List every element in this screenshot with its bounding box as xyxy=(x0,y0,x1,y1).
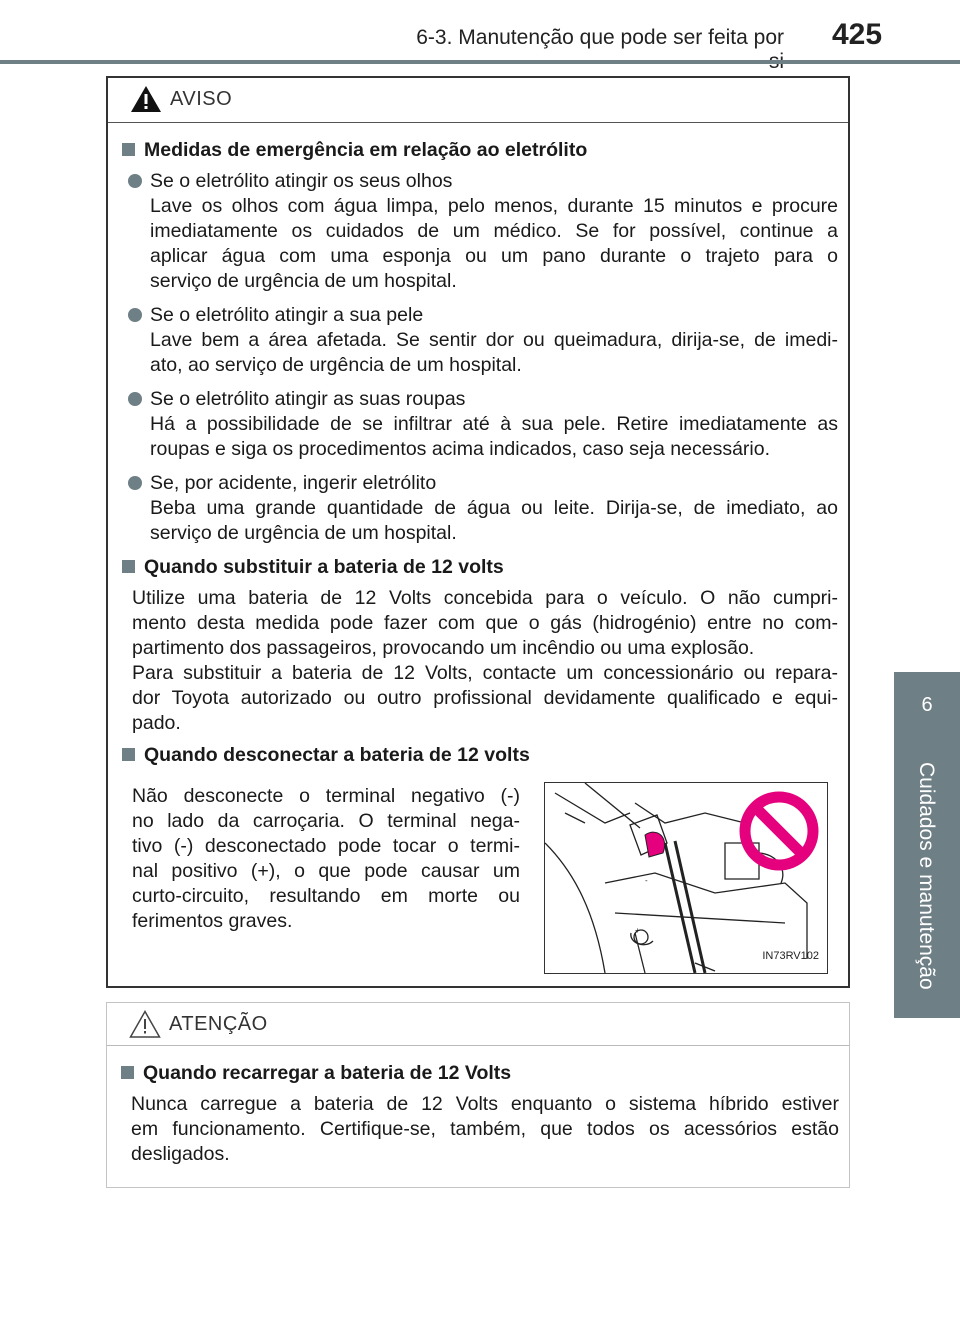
text-line: Há a possibilidade de se infiltrar até à sua pele. Retire imediatamente as xyxy=(150,413,838,435)
square-bullet-icon xyxy=(122,560,135,573)
text-line: ato, ao serviço de urgência de um hospital. xyxy=(150,354,522,376)
warning-box xyxy=(106,76,850,988)
bullet-title: Se o eletrólito atingir os seus olhos xyxy=(150,170,453,192)
recharge-battery-text xyxy=(117,1092,839,1167)
text-line: Beba uma grande quantidade de água ou leite. Dirija-se, de imediato, ao xyxy=(150,497,838,519)
round-bullet-icon xyxy=(128,174,142,188)
warning-triangle-icon xyxy=(130,85,162,113)
warning-label: AVISO xyxy=(170,88,233,110)
chapter-number: 6 xyxy=(921,694,933,716)
disconnect-battery-row xyxy=(118,774,838,974)
text-line: serviço de urgência de um hospital. xyxy=(150,522,457,544)
warning-content xyxy=(118,138,838,974)
warning-header xyxy=(108,78,848,123)
section-title-emergency: Medidas de emergência em relação ao eletrólito xyxy=(118,138,838,163)
chapter-label: Cuidados e manutenção xyxy=(915,762,938,990)
battery-terminal-illustration xyxy=(544,782,828,974)
chapter-tab xyxy=(894,672,960,1018)
text-line: ferimentos graves. xyxy=(132,910,293,932)
section-title-disconnect-battery: Quando desconectar a bateria de 12 volts xyxy=(118,743,838,768)
svg-text:-: - xyxy=(645,876,648,885)
section-title-recharge-battery: Quando recarregar a bateria de 12 Volts xyxy=(117,1061,839,1086)
square-bullet-icon xyxy=(121,1066,134,1079)
text-line: serviço de urgência de um hospital. xyxy=(150,270,457,292)
text-line: Lave bem a área afetada. Se sentir dor ou queimadura, dirija-se, de imedi- xyxy=(150,329,838,351)
text-line: Para substituir a bateria de 12 Volts, contacte um concessionário ou repara- xyxy=(132,662,838,684)
figure-code: IN73RV102 xyxy=(762,950,819,962)
bullet-title: Se, por acidente, ingerir eletrólito xyxy=(150,472,437,494)
bullet-eyes xyxy=(118,169,838,294)
text-line: partimento dos passageiros, provocando um incêndio ou uma explosão. xyxy=(132,637,755,659)
header-rule xyxy=(0,60,960,64)
text-line: roupas e siga os procedimentos acima indicados, caso seja necessário. xyxy=(150,438,771,460)
round-bullet-icon xyxy=(128,308,142,322)
round-bullet-icon xyxy=(128,392,142,406)
bullet-ingest xyxy=(118,471,838,546)
caution-header xyxy=(107,1003,849,1046)
text-line: mento desta medida pode fazer com que o gás (hidrogénio) entre no com- xyxy=(132,612,838,634)
section-title-replace-battery: Quando substituir a bateria de 12 volts xyxy=(118,555,838,580)
disconnect-battery-text xyxy=(132,784,520,934)
square-bullet-icon xyxy=(122,143,135,156)
caution-label: ATENÇÃO xyxy=(169,1013,268,1035)
round-bullet-icon xyxy=(128,476,142,490)
prohibited-icon xyxy=(745,797,813,865)
square-bullet-icon xyxy=(122,748,135,761)
text-line: desligados. xyxy=(131,1143,230,1165)
text-line: no lado da carroçaria. O terminal nega- xyxy=(132,810,520,832)
svg-text:+: + xyxy=(635,926,640,935)
text-line: aplicar água com uma esponja ou um pano durante o trajeto para o xyxy=(150,245,838,267)
text-line: Utilize uma bateria de 12 Volts concebida para o veículo. O não cumpri- xyxy=(132,587,838,609)
text-line: Lave os olhos com água limpa, pelo menos, durante 15 minutos e procure xyxy=(150,195,838,217)
caution-box xyxy=(106,1002,850,1188)
text-line: em funcionamento. Certifique-se, também, que todos os acessórios estão xyxy=(131,1118,839,1140)
text-line: curto-circuito, resultando em morte ou xyxy=(132,885,520,907)
caution-triangle-icon xyxy=(129,1010,161,1038)
bullet-skin xyxy=(118,303,838,378)
text-line: dor Toyota autorizado ou outro profissional devidamente qualificado e equi- xyxy=(132,687,838,709)
text-line: tivo (-) desconectado pode tocar o termi- xyxy=(132,835,520,857)
bullet-clothes xyxy=(118,387,838,462)
text-line: imediatamente os cuidados de um médico. Se for possível, continue a xyxy=(150,220,838,242)
bullet-title: Se o eletrólito atingir as suas roupas xyxy=(150,388,466,410)
bullet-title: Se o eletrólito atingir a sua pele xyxy=(150,304,424,326)
text-line: pado. xyxy=(132,712,181,734)
text-line: nal positivo (+), o que pode causar um xyxy=(132,860,520,882)
replace-battery-text xyxy=(118,586,838,736)
text-line: Não desconecte o terminal negativo (-) xyxy=(132,785,520,807)
caution-content xyxy=(117,1061,839,1174)
running-header: 6-3. Manutenção que pode ser feita por xyxy=(416,26,784,49)
page-number: 425 xyxy=(832,18,883,51)
text-line: Nunca carregue a bateria de 12 Volts enquanto o sistema híbrido estiver xyxy=(131,1093,839,1115)
